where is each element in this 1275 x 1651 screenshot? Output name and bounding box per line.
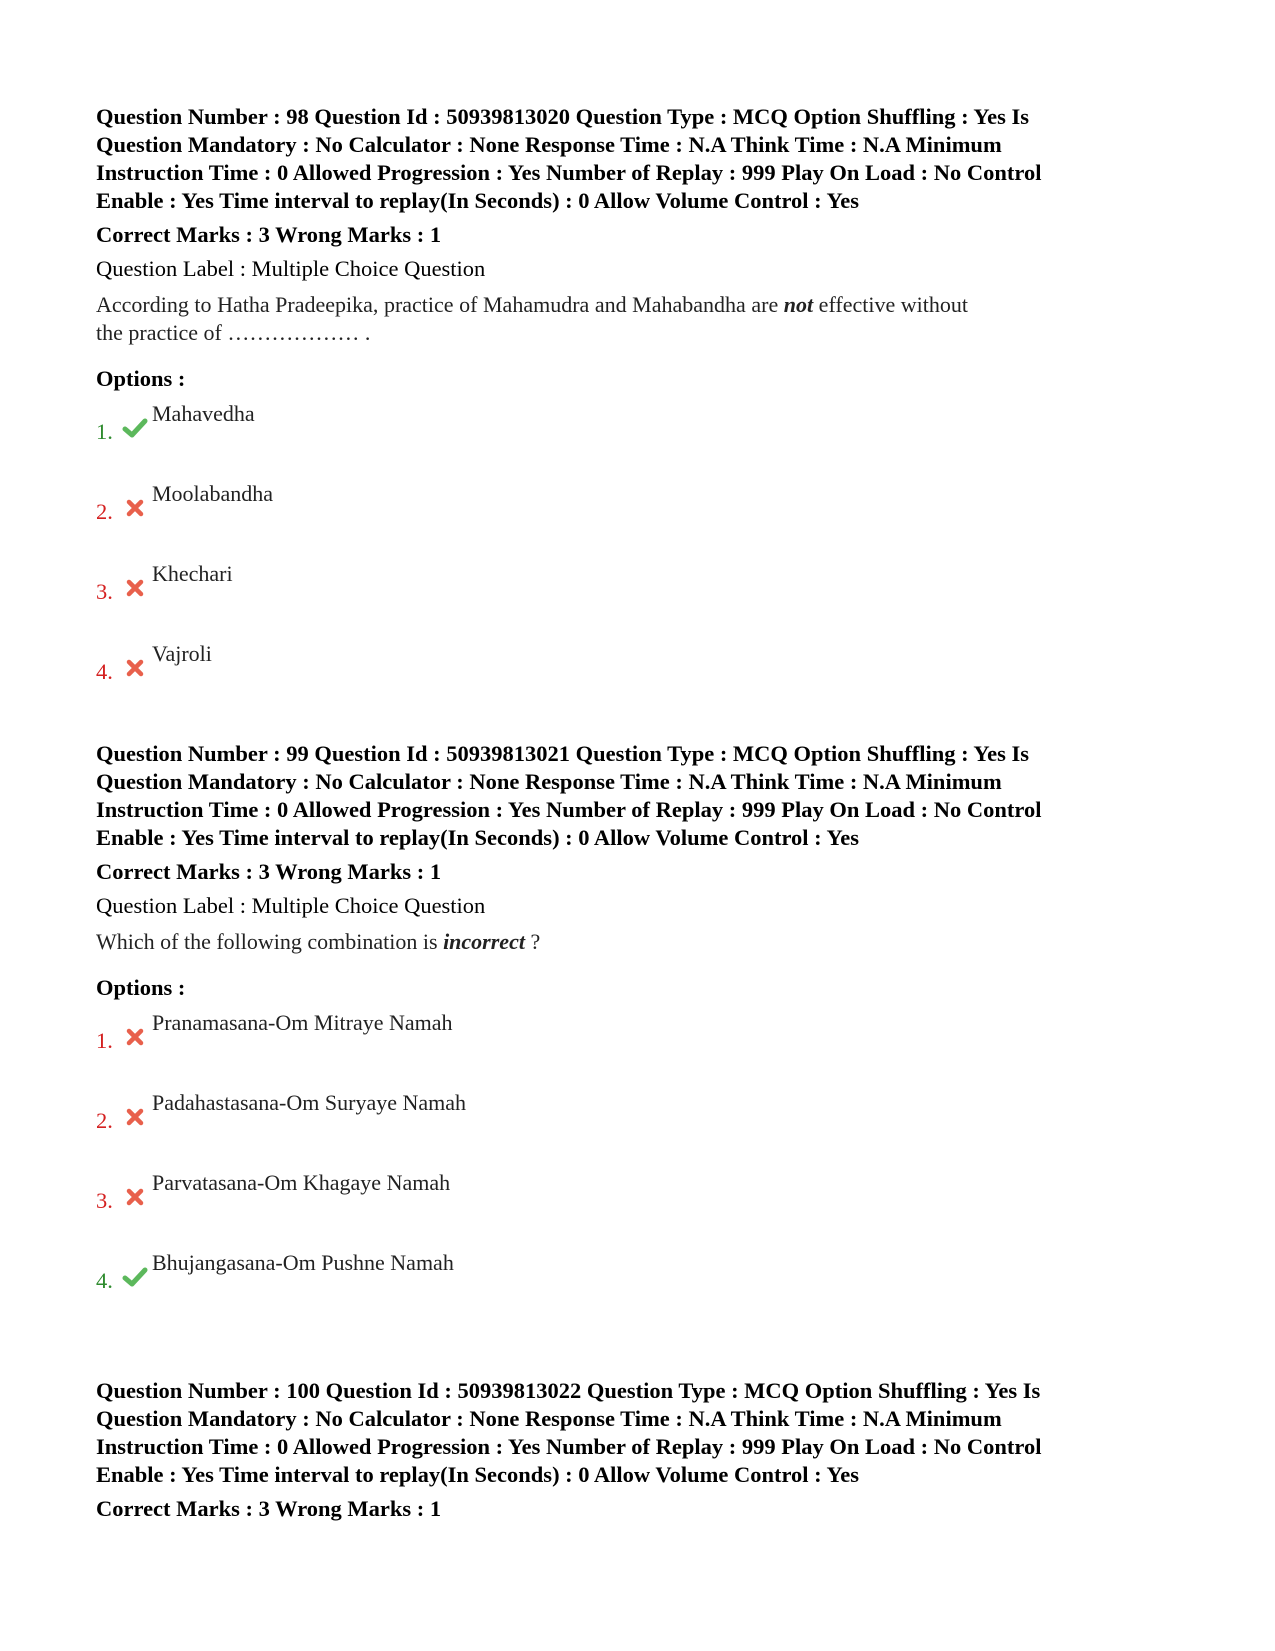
check-icon bbox=[122, 415, 148, 441]
question-text-emphasis: not bbox=[783, 292, 814, 317]
option-text: Vajroli bbox=[152, 641, 212, 666]
options-list bbox=[96, 401, 1186, 721]
question-98 bbox=[96, 103, 1186, 721]
meta-line: Enable : Yes Time interval to replay(In Seconds) : 0 Allow Volume Control : Yes bbox=[96, 1462, 859, 1487]
option-item bbox=[96, 1250, 1186, 1330]
option-number: 1. bbox=[96, 419, 113, 444]
question-meta bbox=[96, 740, 1186, 852]
option-text: Parvatasana-Om Khagaye Namah bbox=[152, 1170, 451, 1195]
question-meta bbox=[96, 1377, 1186, 1489]
option-item bbox=[96, 481, 1186, 561]
option-number: 1. bbox=[96, 1028, 113, 1053]
marks-line: Correct Marks : 3 Wrong Marks : 1 bbox=[96, 859, 442, 884]
marks-line: Correct Marks : 3 Wrong Marks : 1 bbox=[96, 1496, 442, 1521]
check-icon bbox=[122, 1264, 148, 1290]
meta-line: Question Mandatory : No Calculator : None Response Time : N.A Think Time : N.A Minimum bbox=[96, 1406, 1002, 1431]
option-text: Pranamasana-Om Mitraye Namah bbox=[152, 1010, 453, 1035]
cross-icon bbox=[122, 495, 148, 521]
meta-line: Question Number : 100 Question Id : 50939813022 Question Type : MCQ Option Shuffling : Yes Is bbox=[96, 1378, 1041, 1403]
meta-line: Instruction Time : 0 Allowed Progression : Yes Number of Replay : 999 Play On Load : No Control bbox=[96, 797, 1042, 822]
question-99 bbox=[96, 740, 1186, 1330]
question-text-part: Which of the following combination is bbox=[96, 929, 444, 954]
question-label: Question Label : Multiple Choice Question bbox=[96, 256, 486, 281]
options-list bbox=[96, 1010, 1186, 1330]
meta-line: Instruction Time : 0 Allowed Progression : Yes Number of Replay : 999 Play On Load : No Control bbox=[96, 160, 1042, 185]
question-text-part: ? bbox=[524, 929, 541, 954]
cross-icon bbox=[122, 1104, 148, 1130]
meta-line: Question Number : 99 Question Id : 50939813021 Question Type : MCQ Option Shuffling : Yes Is bbox=[96, 741, 1030, 766]
cross-icon bbox=[122, 575, 148, 601]
options-title: Options : bbox=[96, 975, 186, 1000]
option-number: 3. bbox=[96, 579, 113, 604]
question-text-emphasis: incorrect bbox=[443, 929, 525, 954]
question-text bbox=[96, 928, 1186, 956]
option-number: 3. bbox=[96, 1188, 113, 1213]
option-number: 4. bbox=[96, 659, 113, 684]
option-item bbox=[96, 641, 1186, 721]
meta-line: Question Mandatory : No Calculator : None Response Time : N.A Think Time : N.A Minimum bbox=[96, 769, 1002, 794]
meta-line: Enable : Yes Time interval to replay(In Seconds) : 0 Allow Volume Control : Yes bbox=[96, 188, 859, 213]
cross-icon bbox=[122, 1024, 148, 1050]
option-item bbox=[96, 1090, 1186, 1170]
meta-line: Enable : Yes Time interval to replay(In Seconds) : 0 Allow Volume Control : Yes bbox=[96, 825, 859, 850]
question-text-part: According to Hatha Pradeepika, practice of Mahamudra and Mahabandha are bbox=[96, 292, 784, 317]
option-number: 2. bbox=[96, 1108, 113, 1133]
option-text: Bhujangasana-Om Pushne Namah bbox=[152, 1250, 454, 1275]
option-item bbox=[96, 401, 1186, 481]
cross-icon bbox=[122, 655, 148, 681]
marks-line: Correct Marks : 3 Wrong Marks : 1 bbox=[96, 222, 442, 247]
meta-line: Instruction Time : 0 Allowed Progression : Yes Number of Replay : 999 Play On Load : No Control bbox=[96, 1434, 1042, 1459]
options-title: Options : bbox=[96, 366, 186, 391]
question-text-part: effective without the practice of ……………… . bbox=[96, 292, 968, 345]
question-meta bbox=[96, 103, 1186, 215]
option-number: 4. bbox=[96, 1268, 113, 1293]
option-item bbox=[96, 561, 1186, 641]
option-text: Khechari bbox=[152, 561, 233, 586]
question-100 bbox=[96, 1377, 1186, 1523]
option-text: Padahastasana-Om Suryaye Namah bbox=[152, 1090, 467, 1115]
option-item bbox=[96, 1170, 1186, 1250]
question-text bbox=[96, 291, 968, 347]
cross-icon bbox=[122, 1184, 148, 1210]
option-item bbox=[96, 1010, 1186, 1090]
meta-line: Question Number : 98 Question Id : 50939813020 Question Type : MCQ Option Shuffling : Yes Is bbox=[96, 104, 1030, 129]
question-label: Question Label : Multiple Choice Question bbox=[96, 893, 486, 918]
option-number: 2. bbox=[96, 499, 113, 524]
option-text: Moolabandha bbox=[152, 481, 273, 506]
option-text: Mahavedha bbox=[152, 401, 255, 426]
meta-line: Question Mandatory : No Calculator : None Response Time : N.A Think Time : N.A Minimum bbox=[96, 132, 1002, 157]
